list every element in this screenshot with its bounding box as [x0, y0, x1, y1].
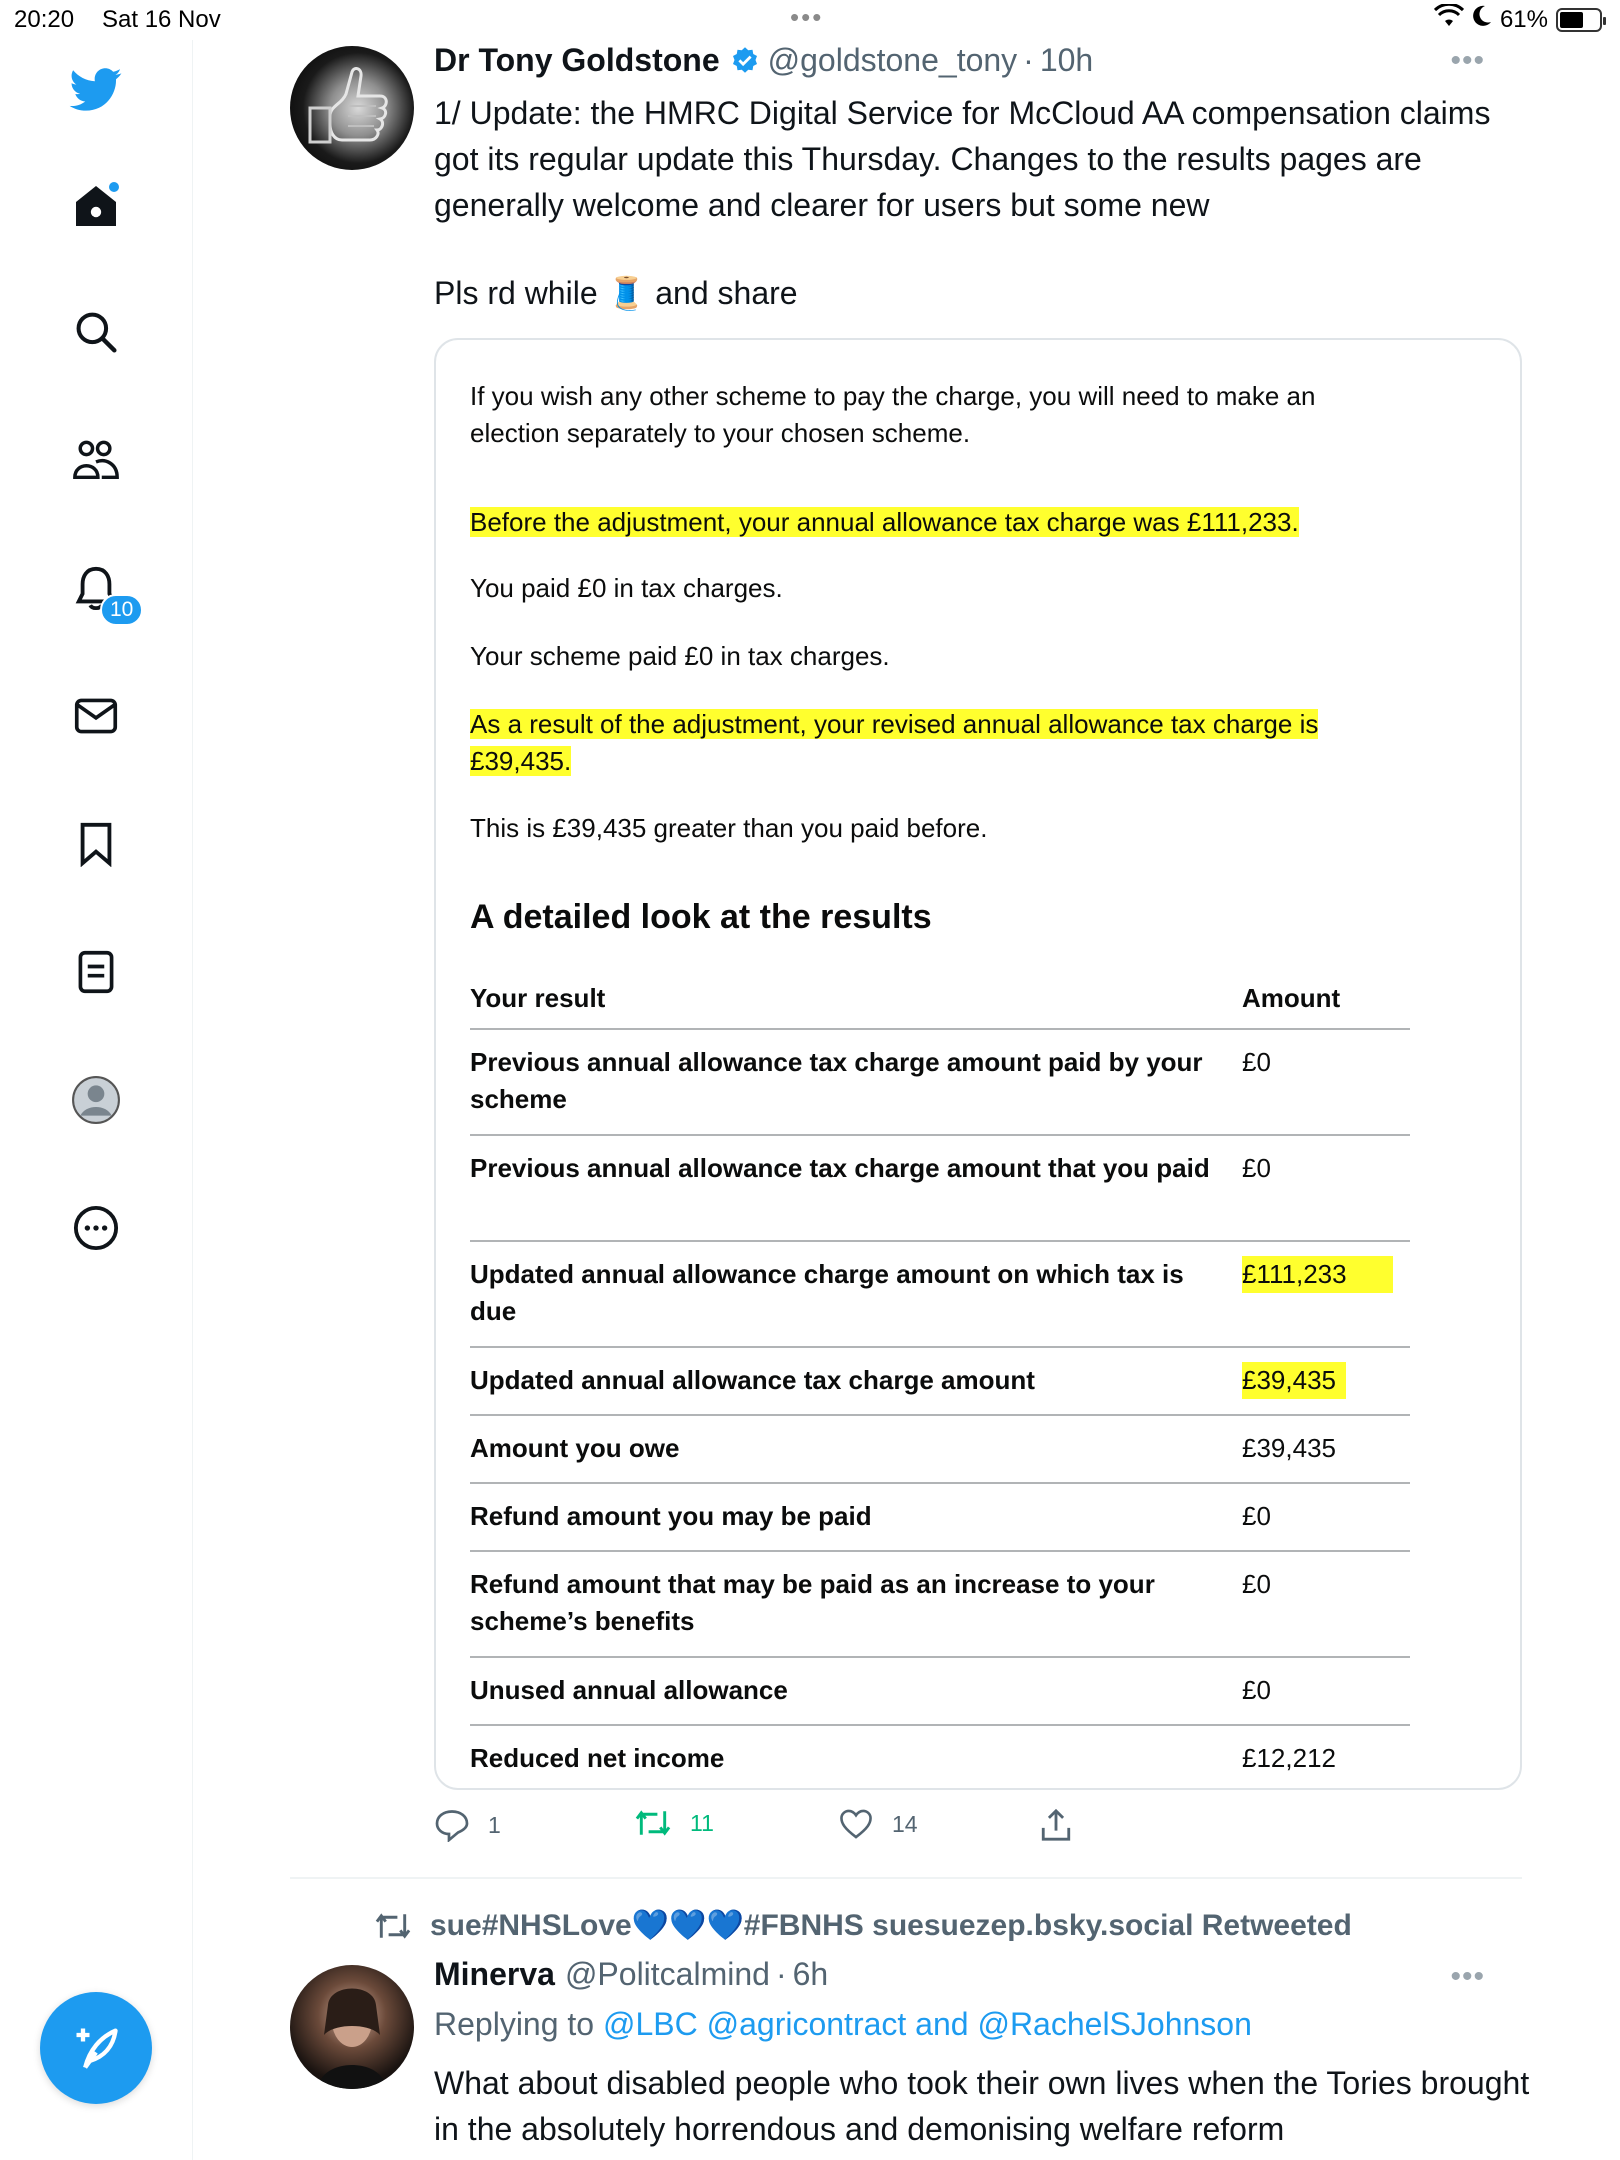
multitask-dots[interactable]: •••: [790, 2, 824, 32]
doc-paragraph-revised-charge: [470, 706, 1370, 780]
profile-avatar-icon[interactable]: [66, 1070, 126, 1130]
search-icon[interactable]: [66, 302, 126, 362]
notifications-badge: 10: [100, 594, 143, 626]
author-name[interactable]: Minerva: [434, 1956, 555, 1992]
row-label: Updated annual allowance tax charge amount: [470, 1365, 1035, 1395]
thread-prefix: Pls rd while: [434, 275, 598, 311]
verified-badge-icon: [730, 46, 760, 76]
communities-icon[interactable]: [66, 430, 126, 490]
bookmarks-icon[interactable]: [66, 814, 126, 874]
doc-paragraph-you-paid: You paid £0 in tax charges.: [470, 573, 783, 603]
table-row: [470, 1348, 1410, 1416]
table-row: [470, 1416, 1410, 1484]
doc-paragraph-scheme-paid: Your scheme paid £0 in tax charges.: [470, 641, 890, 671]
row-label: Reduced net income: [470, 1743, 725, 1773]
tweet-time[interactable]: 10h: [1039, 42, 1094, 78]
more-circle-icon[interactable]: [66, 1198, 126, 1258]
tweet-more-button[interactable]: •••: [1450, 1960, 1485, 1993]
doc-paragraph-scheme-election: If you wish any other scheme to pay the charge, you will need to make an election separately to your chosen scheme.: [470, 381, 1316, 448]
thread-emoji: 🧵: [606, 275, 647, 311]
tweet-time[interactable]: 6h: [792, 1956, 829, 1992]
sidebar: [0, 40, 193, 2160]
feather-plus-icon: [70, 2022, 122, 2074]
tweet-header: [434, 1956, 828, 1993]
author-handle[interactable]: @Politcalmind: [564, 1956, 770, 1992]
tweet-more-button[interactable]: •••: [1450, 44, 1485, 77]
table-row: [470, 1030, 1410, 1136]
highlighted-revised-charge: As a result of the adjustment, your revised annual allowance tax charge is £39,435.: [470, 709, 1319, 776]
table-row: [470, 1552, 1410, 1658]
row-amount-highlighted: £39,435: [1242, 1362, 1346, 1399]
moon-icon: [1472, 5, 1492, 34]
thumbs-up-xray-image: [290, 46, 414, 170]
reply-button[interactable]: [434, 1808, 501, 1842]
like-count: 14: [892, 1810, 918, 1837]
retweet-icon: [634, 1808, 672, 1838]
row-amount: £39,435: [1242, 1433, 1336, 1463]
row-label: Updated annual allowance charge amount on which tax is due: [470, 1259, 1184, 1326]
compose-tweet-button[interactable]: [40, 1992, 152, 2104]
share-button[interactable]: [1040, 1808, 1072, 1842]
reply-icon: [434, 1808, 470, 1842]
retweeted-by-text: sue#NHSLove💙💙💙#FBNHS suesuezep.bsky.social Retweeted: [430, 1909, 1352, 1942]
status-time: 20:20: [14, 6, 75, 33]
replying-to-links[interactable]: @LBC @agricontract and @RachelSJohnson: [602, 2006, 1252, 2042]
tweet-text: What about disabled people who took their own lives when the Tories brought in the absolutely horrendous and demonising welfare reform: [434, 2065, 1530, 2147]
tweet-text: 1/ Update: the HMRC Digital Service for McCloud AA compensation claims got its regular update this Thursday. Changes to the results pages are generally welcome and clearer for users but some new: [434, 95, 1491, 223]
table-row: [470, 1484, 1410, 1552]
twitter-logo-icon[interactable]: [66, 60, 126, 120]
status-bar: [0, 0, 1620, 40]
column-header-amount: Amount: [1242, 983, 1341, 1013]
row-label: Previous annual allowance tax charge amount paid by your scheme: [470, 1047, 1203, 1114]
tweet-header: [434, 42, 1093, 79]
status-date: Sat 16 Nov: [102, 6, 221, 33]
home-icon[interactable]: [66, 176, 126, 236]
thread-suffix: and share: [655, 275, 798, 311]
row-label: Refund amount that may be paid as an increase to your scheme’s benefits: [470, 1569, 1155, 1636]
lists-icon[interactable]: [66, 942, 126, 1002]
table-row: [470, 1658, 1410, 1726]
battery-percent: 61%: [1499, 5, 1548, 33]
retweet-button[interactable]: [634, 1808, 714, 1838]
author-name[interactable]: Dr Tony Goldstone: [434, 42, 720, 78]
messages-envelope-icon[interactable]: [66, 686, 126, 746]
row-amount: £0: [1242, 1501, 1271, 1531]
column-header-your-result: Your result: [470, 983, 606, 1013]
separator-dot: ·: [1023, 42, 1034, 78]
reply-count: 1: [488, 1811, 501, 1838]
results-heading: A detailed look at the results: [470, 898, 932, 936]
table-row: [470, 1136, 1410, 1242]
wifi-icon: [1434, 4, 1464, 35]
tweet-divider: [290, 1877, 1522, 1879]
row-label: Refund amount you may be paid: [470, 1501, 872, 1531]
tweet-image[interactable]: [434, 338, 1522, 1790]
like-button[interactable]: [838, 1808, 918, 1840]
battery-icon: [1556, 8, 1602, 32]
share-icon: [1040, 1808, 1072, 1842]
table-row: [470, 1726, 1410, 1790]
table-row: [470, 1242, 1410, 1348]
row-label: Unused annual allowance: [470, 1675, 788, 1705]
doc-paragraph-before-adjustment: [470, 504, 1410, 541]
replying-to: [434, 2006, 1252, 2043]
row-amount: £0: [1242, 1153, 1271, 1183]
author-avatar[interactable]: [290, 46, 414, 170]
row-label: Amount you owe: [470, 1433, 680, 1463]
author-avatar[interactable]: [290, 1965, 414, 2089]
tweet-text-line2: [434, 274, 798, 312]
row-amount-highlighted: £111,233: [1242, 1256, 1393, 1293]
separator-dot: ·: [775, 1956, 787, 1992]
table-header-row: [470, 968, 1410, 1030]
row-amount: £0: [1242, 1569, 1271, 1599]
row-amount: £0: [1242, 1047, 1271, 1077]
minerva-avatar-image: [290, 1965, 414, 2089]
tweet-actions: [434, 1808, 1534, 1848]
retweeted-by-line[interactable]: [374, 1908, 1352, 1943]
retweet-icon: [374, 1911, 412, 1941]
replying-to-prefix: Replying to: [434, 2006, 595, 2042]
retweet-count: 11: [690, 1809, 714, 1836]
row-label: Previous annual allowance tax charge amount that you paid: [470, 1153, 1210, 1183]
doc-paragraph-greater-than: This is £39,435 greater than you paid before.: [470, 813, 988, 843]
heart-icon: [838, 1808, 874, 1840]
row-amount: £0: [1242, 1675, 1271, 1705]
highlighted-before-adjustment: Before the adjustment, your annual allowance tax charge was £111,233.: [470, 507, 1299, 537]
author-handle[interactable]: @goldstone_tony: [767, 42, 1018, 78]
row-amount: £12,212: [1242, 1743, 1336, 1773]
